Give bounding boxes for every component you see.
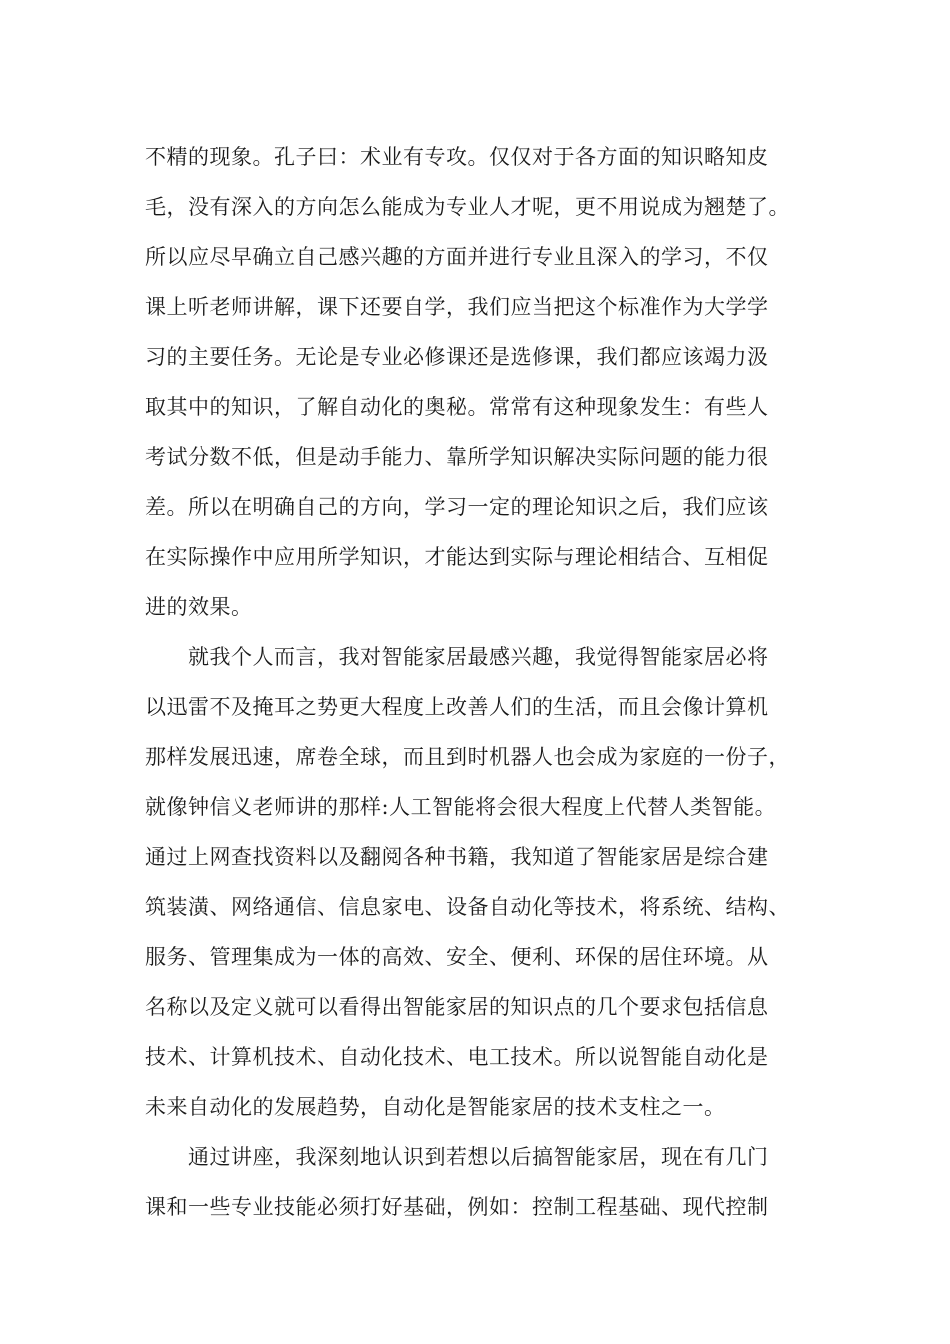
text-line: 通过讲座，我深刻地认识到若想以后搞智能家居，现在有几门: [145, 1145, 769, 1169]
paragraph-3: [145, 1132, 835, 1232]
paragraph-2: [145, 632, 835, 1132]
text-line: 名称以及定义就可以看得出智能家居的知识点的几个要求包括信息: [145, 995, 769, 1019]
text-line: 服务、管理集成为一体的高效、安全、便利、环保的居住环境。从: [145, 945, 769, 969]
text-line: 在实际操作中应用所学知识，才能达到实际与理论相结合、互相促: [145, 545, 769, 569]
document-body: [145, 132, 835, 1232]
text-line: 通过上网查找资料以及翻阅各种书籍，我知道了智能家居是综合建: [145, 845, 769, 869]
text-line: 那样发展迅速，席卷全球，而且到时机器人也会成为家庭的一份子，: [145, 745, 790, 769]
text-line: 课和一些专业技能必须打好基础，例如：控制工程基础、现代控制: [145, 1195, 769, 1219]
text-line: 考试分数不低，但是动手能力、靠所学知识解决实际问题的能力很: [145, 445, 769, 469]
text-line: 毛，没有深入的方向怎么能成为专业人才呢，更不用说成为翘楚了。: [145, 195, 790, 219]
text-line: 就像钟信义老师讲的那样:人工智能将会很大程度上代替人类智能。: [145, 795, 777, 819]
text-line: 筑装潢、网络通信、信息家电、设备自动化等技术，将系统、结构、: [145, 895, 790, 919]
text-line: 所以应尽早确立自己感兴趣的方面并进行专业且深入的学习，不仅: [145, 245, 769, 269]
paragraph-1: [145, 132, 835, 632]
text-line: 未来自动化的发展趋势，自动化是智能家居的技术支柱之一。: [145, 1095, 726, 1119]
text-line: 习的主要任务。无论是专业必修课还是选修课，我们都应该竭力汲: [145, 345, 769, 369]
text-line: 课上听老师讲解，课下还要自学，我们应当把这个标准作为大学学: [145, 295, 769, 319]
text-line: 差。所以在明确自己的方向，学习一定的理论知识之后，我们应该: [145, 495, 769, 519]
text-line: 取其中的知识，了解自动化的奥秘。常常有这种现象发生：有些人: [145, 395, 769, 419]
text-line: 技术、计算机技术、自动化技术、电工技术。所以说智能自动化是: [145, 1045, 769, 1069]
text-line: 以迅雷不及掩耳之势更大程度上改善人们的生活，而且会像计算机: [145, 695, 769, 719]
text-line: 就我个人而言，我对智能家居最感兴趣，我觉得智能家居必将: [145, 645, 769, 669]
text-line: 不精的现象。孔子曰：术业有专攻。仅仅对于各方面的知识略知皮: [145, 145, 769, 169]
text-line: 进的效果。: [145, 595, 253, 619]
